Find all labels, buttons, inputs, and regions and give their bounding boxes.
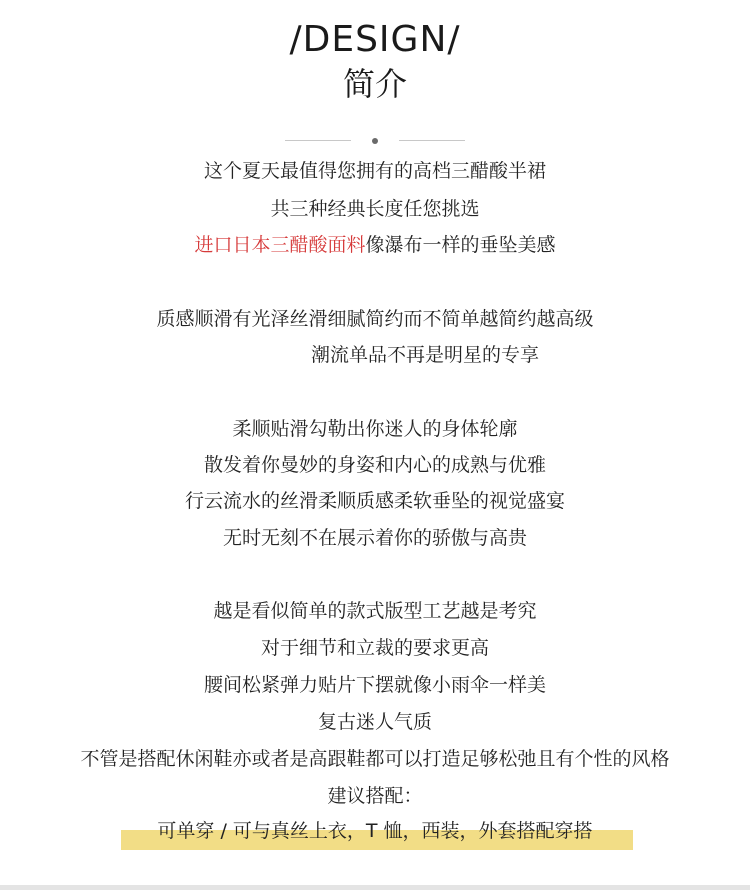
text-line-15: 建议搭配： (327, 785, 423, 807)
text-line-16: 可单穿 / 可与真丝上衣，T 恤，西装，外套搭配穿搭 (157, 820, 593, 842)
text-line-1: 这个夏天最值得您拥有的高档三醋酸半裙 (203, 160, 546, 182)
text-line-8: 行云流水的丝滑柔顺质感柔软垂坠的视觉盛宴 (184, 490, 565, 512)
text-line-2: 共三种经典长度任您挑选 (270, 198, 480, 220)
text-line-9: 无时无刻不在展示着你的骄傲与高贵 (222, 527, 527, 549)
divider (285, 138, 465, 144)
text-line-3-rest: 像瀑布一样的垂坠美感 (365, 234, 556, 256)
text-line-10: 越是看似简单的款式版型工艺越是考究 (213, 600, 537, 622)
text-line-5: 潮流单品不再是明星的专享 (310, 344, 539, 366)
text-line-13: 复古迷人气质 (317, 711, 432, 733)
heading-cn: 简介 (342, 65, 407, 103)
text-line-12: 腰间松紧弹力贴片下摆就像小雨伞一样美 (203, 674, 546, 696)
bottom-rule (0, 885, 750, 890)
highlight-red-text: 进口日本三醋酸面料 (194, 234, 366, 256)
divider-line-right (399, 140, 465, 141)
text-line-14: 不管是搭配休闲鞋亦或者是高跟鞋都可以打造足够松弛且有个性的风格 (80, 748, 670, 770)
heading-en: /DESIGN/ (289, 19, 461, 60)
text-line-11: 对于细节和立裁的要求更高 (260, 637, 489, 659)
text-line-6: 柔顺贴滑勾勒出你迷人的身体轮廓 (232, 418, 518, 440)
divider-dot (372, 138, 378, 144)
text-line-7: 散发着你曼妙的身姿和内心的成熟与优雅 (203, 454, 546, 476)
text-line-3 (0, 232, 750, 258)
divider-line-left (285, 140, 351, 141)
text-line-4: 质感顺滑有光泽丝滑细腻简约而不简单越简约越高级 (156, 308, 594, 330)
